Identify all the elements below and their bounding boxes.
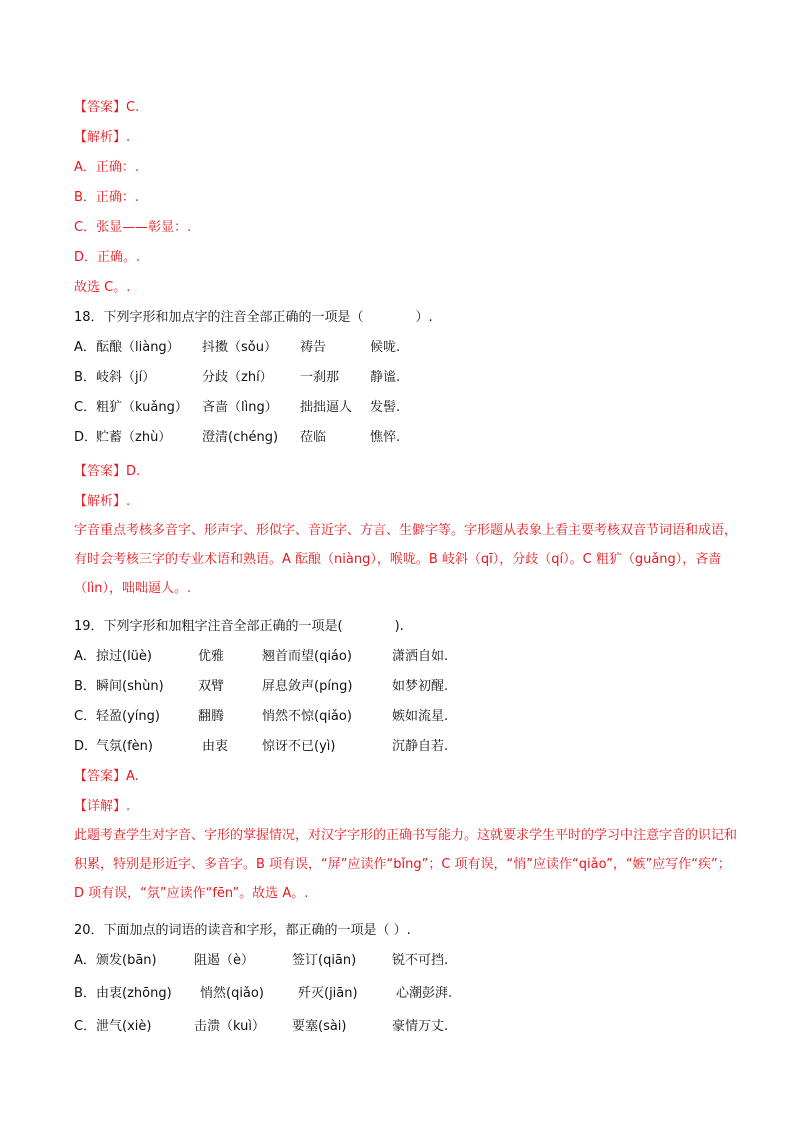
option-word: 莅临 [300,430,327,445]
option-label: C． [74,709,97,724]
option-word: 双臂 [198,679,225,694]
option-word: 由衷(zhōng) [96,986,172,1001]
option-word: 优雅 [198,649,225,664]
option-word: 静谧. [370,370,401,385]
option-label: A． [74,649,96,664]
answer-label: 【答案】 [74,464,127,479]
option-word: 祷告 [300,340,327,355]
option-word: 要塞(sài) [292,1019,347,1034]
option-word: 拙拙逼人 [300,400,353,415]
option-word: 澄清(chéng) [202,430,279,445]
option-word: 阻遏（è） [194,953,254,968]
option-word: 翻腾 [198,709,225,724]
option-word: 轻盈(yíng) [96,709,160,724]
q19-answer-line [74,768,139,786]
option-label: B． [74,679,96,694]
option-label: A． [74,953,96,968]
option-word: 屏息敛声(píng) [262,679,353,694]
q17-analysis-line: D．正确。. [74,250,141,265]
option-word: 悄然(qiǎo) [200,986,264,1001]
option-word: 瞬间(shùn) [96,679,164,694]
option-word: 签订(qiān) [292,953,357,968]
option-word: 粗犷（kuǎng） [96,400,188,415]
option-word: 掠过(lüè) [96,649,152,664]
option-word: 悄然不惊(qiǎo) [262,709,352,724]
option-word: 颁发(bān) [96,953,157,968]
option-word: 嫉如流星. [392,709,449,724]
q19-analysis-label: 【详解】. [74,799,131,814]
q17-answer-line [74,99,139,117]
q17-analysis-line: B．正确：. [74,190,140,205]
q18-question: 18．下列字形和加点字的注音全部正确的一项是（ ）. [74,310,433,325]
option-label: D． [74,430,98,445]
option-label: B． [74,986,96,1001]
answer-label: 【答案】 [74,769,127,784]
q18-analysis-label: 【解析】. [74,494,131,509]
option-label: C． [74,1019,97,1034]
option-word: 气氛(fèn) [96,739,153,754]
option-word: 泄气(xiè) [96,1019,152,1034]
q18-analysis-text: 字音重点考核多音字、形声字、形似字、音近字、方言、生僻字等。字形题从表象上看主要考核双音节词语和成语，有时会考核三字的专业术语和熟语。A 酝酿（niàng），喉咙。B 岐斜（qī），分歧（qí）。C 粗犷（guǎng），吝啬（lìn），咄咄逼人。. [74,523,738,596]
answer-value: A. [126,769,139,784]
option-word: 酝酿（liàng） [96,340,180,355]
option-word: 分歧（zhí） [202,370,273,385]
option-word: 潇洒自如. [392,649,449,664]
option-word: 吝啬（lìng） [202,400,278,415]
q17-analysis-line: C．张显——彰显：. [74,220,192,235]
option-word: 一刹那 [300,370,340,385]
option-word: 心潮彭湃. [396,986,453,1001]
q20-question: 20．下面加点的词语的读音和字形，都正确的一项是（ ）. [74,923,411,938]
q19-question: 19．下列字形和加粗字注音全部正确的一项是( ). [74,619,404,634]
option-word: 翘首而望(qiáo) [262,649,352,664]
q17-analysis-label: 【解析】. [74,130,131,145]
q19-analysis-text: 此题考查学生对字音、字形的掌握情况，对汉字字形的正确书写能力。这就要求学生平时的学习中注意字音的识记和积累，特别是形近字、多音字。B 项有误，“屏”应读作“bǐng”；C 项有误，“悄”应读作“qiǎo”，“嫉”应写作“疾”；D 项有误，“氛”应读作“fēn”。故选 A。. [74,828,738,901]
option-word: 由衷 [202,739,229,754]
answer-label: 【答案】 [74,100,127,115]
option-word: 贮蓄（zhù） [96,430,172,445]
option-word: 岐斜（jí） [96,370,156,385]
answer-value: C. [126,100,140,115]
option-word: 抖擞（sǒu） [202,340,277,355]
q18-answer-line [74,463,140,481]
option-label: B． [74,370,96,385]
option-word: 候咙. [370,340,401,355]
option-word: 惊讶不已(yì) [262,739,336,754]
option-word: 如梦初醒. [392,679,449,694]
q17-analysis-line: 故选 C。. [74,280,131,295]
q17-analysis-line: A．正确：. [74,160,140,175]
option-word: 歼灭(jiān) [298,986,358,1001]
option-label: C． [74,400,97,415]
option-word: 豪情万丈. [392,1019,449,1034]
answer-value: D. [126,464,141,479]
option-label: A． [74,340,96,355]
option-word: 憔悴. [370,430,401,445]
option-word: 锐不可挡. [392,953,449,968]
option-word: 沉静自若. [392,739,449,754]
option-word: 击溃（kuì） [194,1019,265,1034]
option-label: D． [74,739,98,754]
option-word: 发髻. [370,400,401,415]
